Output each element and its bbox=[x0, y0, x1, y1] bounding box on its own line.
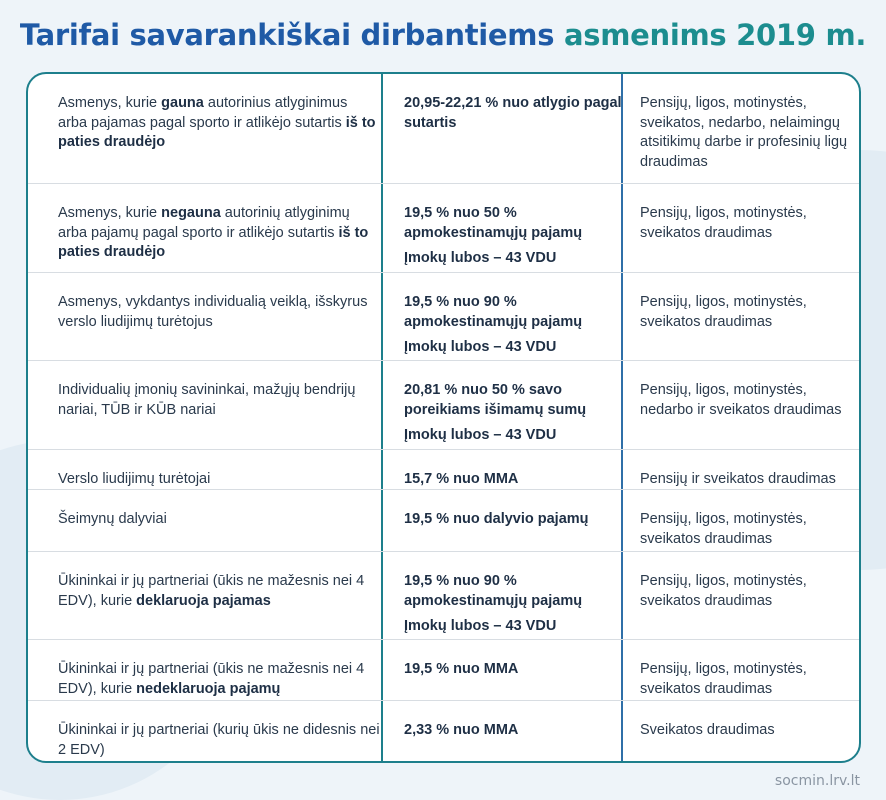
rate-text: 20,95-22,21 % nuo atlygio pagal sutartis bbox=[404, 95, 622, 131]
rate-text: 2,33 % nuo MMA bbox=[404, 722, 519, 738]
category-text: autorinių atlyginimų arba pajamų pagal sporto ir atlikėjo sutartis bbox=[58, 205, 350, 241]
cell-insurance: Sveikatos draudimas bbox=[640, 722, 775, 738]
category-emphasis: nedeklaruoja pajamų bbox=[136, 680, 281, 697]
contribution-cap: Įmokų lubos – 43 VDU bbox=[404, 618, 557, 634]
category-emphasis: deklaruoja pajamas bbox=[136, 592, 271, 609]
contribution-cap: Įmokų lubos – 43 VDU bbox=[404, 250, 557, 266]
cell-category bbox=[58, 361, 380, 450]
cell-rate bbox=[404, 450, 634, 490]
category-emphasis: gauna bbox=[161, 95, 204, 111]
cell-insurance: Pensijų, ligos, motinystės, sveikatos draudimas bbox=[640, 573, 807, 609]
table-row bbox=[28, 272, 859, 361]
cell-category bbox=[58, 490, 380, 552]
cell-rate bbox=[404, 74, 634, 183]
table-row bbox=[28, 74, 859, 183]
cell-insurance: Pensijų, ligos, motinystės, nedarbo ir sveikatos draudimas bbox=[640, 382, 842, 418]
rate-text: 19,5 % nuo 90 % apmokestinamųjų pajamų bbox=[404, 294, 583, 330]
category-emphasis: negauna bbox=[161, 205, 221, 221]
cell-rate bbox=[404, 184, 634, 273]
rate-text: 15,7 % nuo MMA bbox=[404, 471, 519, 487]
cell-insurance: Pensijų, ligos, motinystės, sveikatos draudimas bbox=[640, 294, 807, 330]
cell-rate bbox=[404, 490, 634, 552]
category-emphasis: iš to paties draudėjo bbox=[58, 114, 376, 150]
table-row bbox=[28, 183, 859, 273]
rate-text: 19,5 % nuo 90 % apmokestinamųjų pajamų bbox=[404, 573, 583, 609]
rate-text: 20,81 % nuo 50 % savo poreikiams išimamų sumų bbox=[404, 382, 587, 418]
table-row bbox=[28, 449, 859, 490]
table-row bbox=[28, 551, 859, 640]
title-part-1: Tarifai savarankiškai dirbantiems bbox=[19, 18, 555, 52]
table-row bbox=[28, 360, 859, 450]
cell-insurance: Pensijų, ligos, motinystės, sveikatos, nedarbo, nelaimingų atsitikimų darbe ir profesinių ligų draudimas bbox=[640, 95, 848, 170]
cell-insurance: Pensijų, ligos, motinystės, sveikatos draudimas bbox=[640, 511, 807, 547]
cell-rate bbox=[404, 273, 634, 361]
page-title bbox=[0, 18, 886, 52]
contribution-cap: Įmokų lubos – 43 VDU bbox=[404, 339, 557, 355]
cell-category bbox=[58, 552, 380, 640]
category-text: Verslo liudijimų turėtojai bbox=[58, 471, 211, 487]
category-text: Asmenys, kurie bbox=[58, 205, 162, 221]
rate-text: 19,5 % nuo 50 % apmokestinamųjų pajamų bbox=[404, 205, 583, 241]
rate-text: 19,5 % nuo MMA bbox=[404, 661, 519, 677]
category-text: Asmenys, vykdantys individualią veiklą, išskyrus verslo liudijimų turėtojus bbox=[58, 294, 368, 330]
cell-rate bbox=[404, 361, 634, 450]
cell-insurance: Pensijų, ligos, motinystės, sveikatos draudimas bbox=[640, 661, 807, 697]
cell-insurance: Pensijų ir sveikatos draudimas bbox=[640, 471, 836, 487]
category-text: Individualių įmonių savininkai, mažųjų bendrijų nariai, TŪB ir KŪB nariai bbox=[58, 382, 356, 418]
cell-category bbox=[58, 184, 380, 273]
category-text: Ūkininkai ir jų partneriai (ūkis ne mažesnis nei 4 EDV), kurie bbox=[58, 573, 365, 609]
cell-rate bbox=[404, 640, 634, 701]
table-row bbox=[28, 700, 859, 762]
table-row bbox=[28, 639, 859, 701]
cell-rate bbox=[404, 701, 634, 762]
cell-rate bbox=[404, 552, 634, 640]
contribution-cap: Įmokų lubos – 43 VDU bbox=[404, 427, 557, 443]
category-text: Šeimynų dalyviai bbox=[58, 511, 167, 527]
cell-category bbox=[58, 273, 380, 361]
cell-category bbox=[58, 640, 380, 701]
table-row bbox=[28, 489, 859, 552]
category-text: Ūkininkai ir jų partneriai (ūkis ne mažesnis nei 4 EDV), kurie bbox=[58, 661, 365, 697]
cell-category bbox=[58, 701, 380, 762]
category-text: autorinius atlyginimus arba pajamas pagal sporto ir atlikėjo sutartis bbox=[58, 95, 348, 131]
cell-category bbox=[58, 74, 380, 183]
title-part-2: asmenims 2019 m. bbox=[563, 18, 867, 52]
tariff-table bbox=[26, 72, 861, 763]
footer-source: socmin.lrv.lt bbox=[774, 773, 860, 789]
cell-insurance: Pensijų, ligos, motinystės, sveikatos draudimas bbox=[640, 205, 807, 241]
category-text: Asmenys, kurie bbox=[58, 95, 162, 111]
category-text: Ūkininkai ir jų partneriai (kurių ūkis ne didesnis nei 2 EDV) bbox=[58, 722, 380, 758]
cell-category bbox=[58, 450, 380, 490]
category-emphasis: iš to paties draudėjo bbox=[58, 224, 369, 260]
rate-text: 19,5 % nuo dalyvio pajamų bbox=[404, 511, 589, 527]
